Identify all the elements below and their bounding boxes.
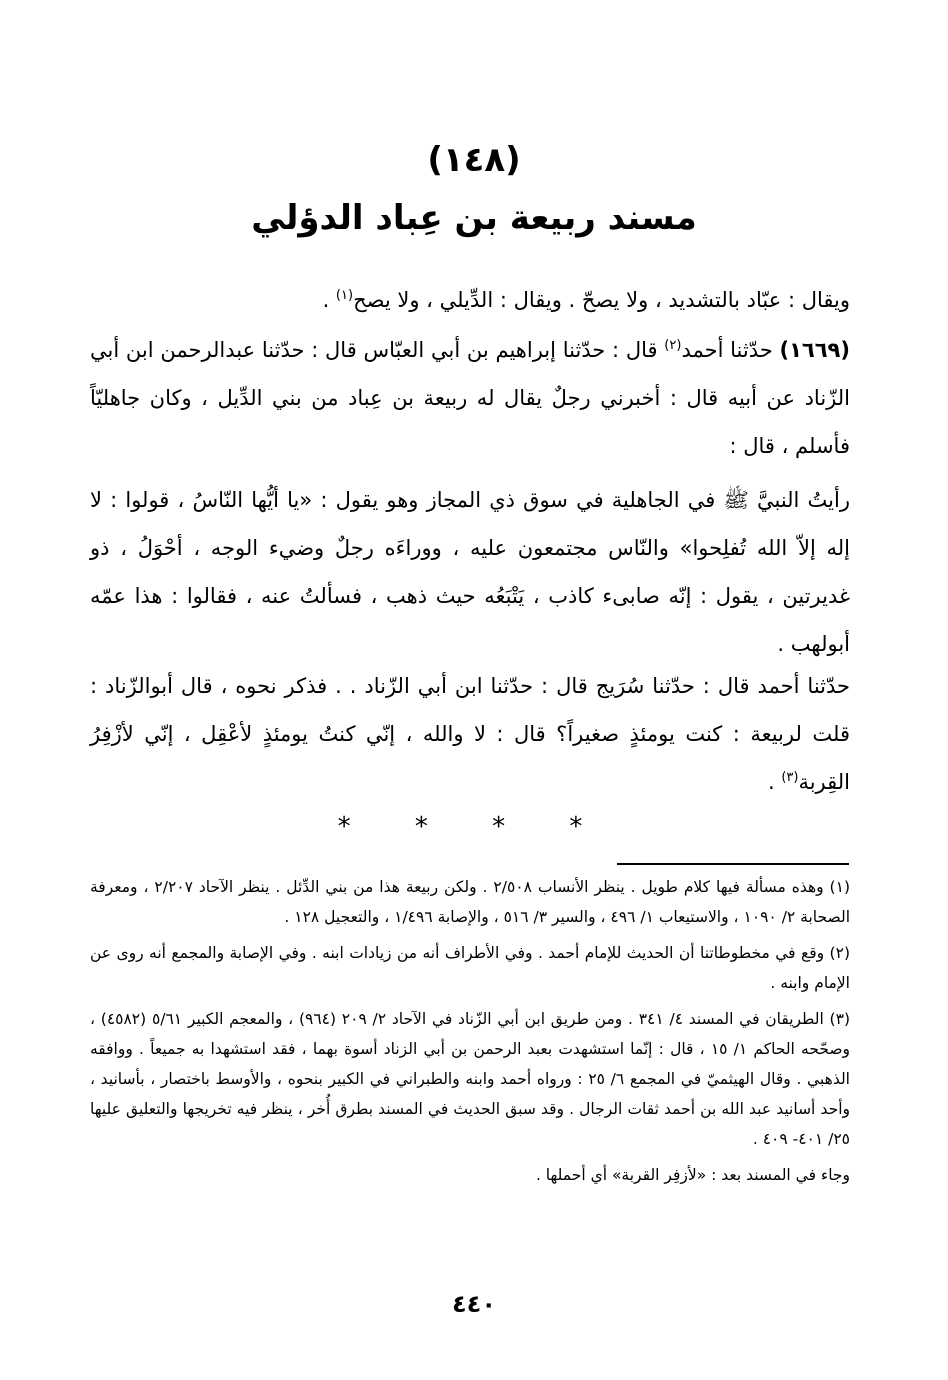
section-separator: * * * * — [337, 812, 611, 842]
second-chain-text: حدّثنا أحمد قال : حدّثنا سُرَيج قال : حدّثنا ابن أبي الزّناد . . فذكر نحوه ، قال أبوالزّناد : قلت لربيعة : كنت يومئذٍ صغيراً؟ قال : لا والله ، إنّي كنتُ يومئذٍ لأعْقِل ، إنّي لأزْفِرُ القِربة — [90, 674, 850, 794]
page-number: ٤٤٠ — [452, 1290, 496, 1318]
footnote-ref-1[interactable]: (١) — [335, 288, 354, 303]
footnote-ref-3[interactable]: (٣) — [781, 770, 799, 785]
section-number: (١٤٨) — [427, 140, 521, 180]
hadith-text-b: قال : حدّثنا إبراهيم بن أبي العبّاس قال : حدّثنا عبدالرحمن ابن أبي الزّناد عن أبيه قال : أخبرني رجلٌ يقال له ربيعة بن عِباد من بني الدِّيل ، وكان جاهليّاً فأسلم ، قال : — [90, 338, 850, 458]
footnote-3-addendum: وجاء في المسند بعد : «لأزفِر القربة» أي أحملها . — [535, 1166, 850, 1184]
narration-paragraph — [90, 476, 850, 668]
footnote-3: (٣) الطريقان في المسند ٤/ ٣٤١ . ومن طريق ابن أبي الزّناد في الآحاد ٢/ ٢٠٩ (٩٦٤) ، والمعجم الكبير ٥/٦١ (٤٥٨٢) ، وصحّحه الحاكم ١/ ١٥ ، قال : إنّما استشهدت بعبد الرحمن بن أبي الزناد أسوة بهما ، فقد استشهدا به جميعاً . ووافقه الذهبي . وقال الهيثميّ في المجمع ٦/ ٢٥ : ورواه أحمد وابنه والطبراني في الكبير بنحوه ، والأوسط باختصار ، بأسانيد ، وأحد أسانيد عبد الله بن أحمد ثقات الرجال . وقد سبق الحديث في المسند بطرق أُخر ، ينظر فيه تخريجها والتعليق عليها ٢٥/ ٤٠١- ٤٠٩ . — [90, 1010, 850, 1148]
footnote-ref-2[interactable]: (٢) — [664, 338, 682, 353]
hadith-1669-paragraph — [90, 326, 850, 470]
footnote-2: (٢) وقع في مخطوطاتنا أن الحديث للإمام أحمد . وفي الأطراف أنه من زيادات ابنه . وفي الإصابة والمجمع أنه روى عن الإمام وابنه . — [90, 944, 850, 992]
intro-paragraph — [90, 276, 850, 324]
footnote-divider — [617, 863, 849, 865]
footnote-1: (١) وهذه مسألة فيها كلام طويل . ينظر الأنساب ٢/٥٠٨ . ولكن ربيعة هذا من بني الدِّئل . ينظر الآحاد ٢/٢٠٧ ، ومعرفة الصحابة ٢/ ١٠٩٠ ، والاستيعاب ١/ ٤٩٦ ، والسير ٣/ ٥١٦ ، والإصابة ١/٤٩٦ ، والتعجيل ١٢٨ . — [90, 878, 850, 926]
intro-text: ويقال : عبّاد بالتشديد ، ولا يصحّ . ويقال : الدِّيلي ، ولا يصح — [353, 288, 850, 312]
page-title: مسند ربيعة بن عِباد الدؤلي — [251, 198, 697, 238]
narration-text: رأيتُ النبيَّ ﷺ في الجاهلية في سوق ذي المجاز وهو يقول : «يا أيُّها النّاسُ ، قولوا : لا إله إلاّ الله تُفلِحوا» والنّاس مجتمعون عليه ، ووراءَه رجلٌ وضيء الوجه ، أحْوَلُ ، ذو غديرتين ، يقول : إنّه صابىء كاذب ، يَتْبَعُه حيث ذهب ، فسألتُ عنه ، فقالوا : هذا عمّه أبولهب . — [90, 488, 850, 656]
hadith-number: (١٦٦٩) — [779, 338, 850, 362]
intro-end: . — [322, 288, 336, 312]
hadith-text-a: حدّثنا أحمد — [681, 338, 780, 362]
second-chain-paragraph — [90, 662, 850, 806]
second-chain-end: . — [767, 770, 782, 794]
footnotes — [90, 872, 850, 1196]
